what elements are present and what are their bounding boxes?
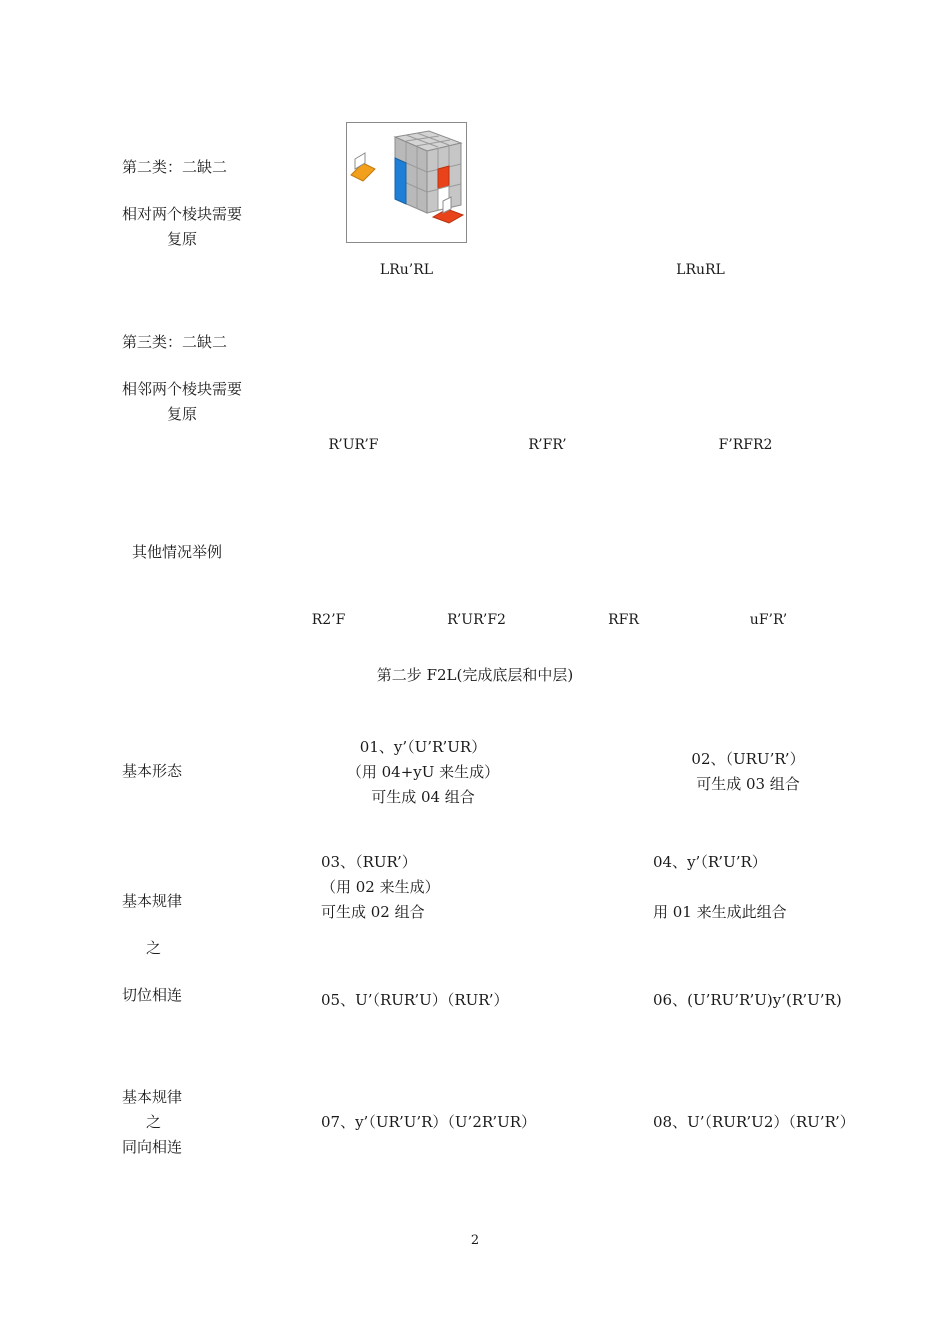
section3-formula-c: F’RFR2 bbox=[718, 437, 773, 453]
item05: 05、U’（RUR’U）（RUR’） bbox=[321, 991, 509, 1009]
section2-formula-a: LRu’RL bbox=[379, 262, 434, 278]
section3-title: 第三类：二缺二 bbox=[122, 333, 228, 351]
item03-line3: 可生成 02 组合 bbox=[321, 903, 425, 921]
rule-same-label-line1: 基本规律 bbox=[122, 1088, 183, 1106]
item06: 06、(U’RU’R’U)y’(R’U’R) bbox=[653, 991, 842, 1009]
item01-line1: 01、y’（U’R’UR） bbox=[359, 738, 487, 756]
section2-desc-line1: 相对两个棱块需要 bbox=[121, 205, 242, 223]
item03-line2: （用 02 来生成） bbox=[321, 878, 440, 896]
page-number: 2 bbox=[470, 1233, 480, 1248]
rule-same-label-line2: 之 bbox=[146, 1113, 162, 1131]
rule-same-label-line3: 同向相连 bbox=[122, 1138, 183, 1156]
section3-desc-line1: 相邻两个棱块需要 bbox=[121, 380, 242, 398]
section3-desc-line2: 复原 bbox=[166, 405, 197, 423]
basic-form-label: 基本形态 bbox=[122, 762, 183, 780]
item02-line1: 02、（URU’R’） bbox=[691, 750, 805, 768]
item08: 08、U’（RUR’U2）（RU’R’） bbox=[653, 1113, 855, 1131]
item03-line1: 03、（RUR’） bbox=[321, 853, 417, 871]
other-formula-c: RFR bbox=[608, 612, 639, 628]
other-formula-b: R’UR’F2 bbox=[447, 612, 506, 628]
rubiks-cube-illustration bbox=[346, 122, 467, 243]
other-title: 其他情况举例 bbox=[132, 543, 223, 561]
item07: 07、y’（UR’U’R）（U’2R’UR） bbox=[321, 1113, 537, 1131]
other-formula-a: R2’F bbox=[311, 612, 346, 628]
item01-line3: 可生成 04 组合 bbox=[371, 788, 475, 806]
rule-tangent-label-line2: 之 bbox=[146, 939, 162, 957]
rule-tangent-label-line3: 切位相连 bbox=[122, 986, 183, 1004]
item04-line1: 04、y’（R’U’R） bbox=[653, 853, 767, 871]
rule-tangent-label-line1: 基本规律 bbox=[122, 892, 183, 910]
cube-icon bbox=[347, 123, 466, 242]
item01-line2: （用 04+yU 来生成） bbox=[346, 763, 500, 781]
section3-formula-b: R’FR’ bbox=[528, 437, 567, 453]
section3-formula-a: R’UR’F bbox=[328, 437, 379, 453]
step2-heading: 第二步 F2L(完成底层和中层) bbox=[376, 666, 574, 684]
section2-formula-b: LRuRL bbox=[676, 262, 725, 278]
item04-line2: 用 01 来生成此组合 bbox=[653, 903, 787, 921]
other-formula-d: uF’R’ bbox=[749, 612, 788, 628]
section2-desc-line2: 复原 bbox=[166, 230, 197, 248]
section2-title: 第二类：二缺二 bbox=[122, 158, 228, 176]
item02-line2: 可生成 03 组合 bbox=[696, 775, 800, 793]
